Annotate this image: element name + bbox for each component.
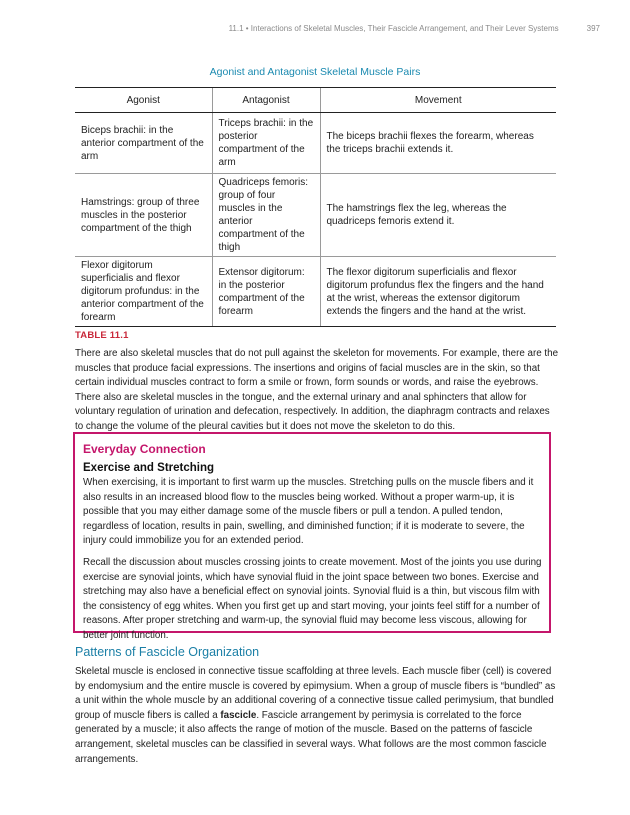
cell-agonist: Flexor digitorum superficialis and flexor digitorum profundus: in the anterior compartment of the forearm (75, 257, 212, 327)
feature-paragraph: When exercising, it is important to first warm up the muscles. Stretching pulls on the muscle fibers and it also results in an increased blood flow to the muscles being worked. Without a proper warm-up, it is possible that you may either damage some of the muscle fibers or pull a tendon. A pulled tendon, regardless of location, results in pain, swelling, and diminished function; if it is moderate to severe, the injury could immobilize you for an extended period. (83, 477, 534, 547)
table-label: TABLE 11.1 (75, 330, 129, 341)
everyday-connection-box (73, 432, 551, 641)
paragraph-text-end: . Fascicle arrangement by perimysia is correlated to the force generated by a muscle; it also affects the range of motion of the muscle. Based on the patterns of fascicle arrangement, skeletal muscles can be classified in several ways. What follows are the most common fascicle arrangements. (75, 709, 547, 765)
body-paragraph: There are also skeletal muscles that do not pull against the skeleton for movements. For example, there are the muscles that produce facial expressions. The insertions and origins of facial muscles are in the skin, so that certain individual muscles contract to form a smile or frown, form sounds or words, and raise the eyebrows. There also are skeletal muscles in the tongue, and the external urinary and anal sphincters that allow for voluntary regulation of urination and defecation, respectively. In addition, the diaphragm contracts and relaxes to change the volume of the pleural cavities but it does not move the skeleton to do this. (75, 348, 559, 432)
muscle-pairs-table (75, 87, 556, 327)
feature-title: Exercise and Stretching (83, 462, 215, 474)
paragraph-text-start: Skeletal muscle is enclosed in connective tissue scaffolding at three levels. Each muscle fiber (cell) is covered by endomysium and the entire muscle is covered by epimysium. When a group of muscle fibers is “bundled” as a unit within the whole muscle by an additional covering of a connective tissue called perimysium, that bundled group of muscle fibers is called a (75, 666, 556, 721)
table-row (75, 257, 556, 327)
table-caption: Agonist and Antagonist Skeletal Muscle Pairs (209, 66, 421, 78)
table-row (75, 174, 556, 257)
table-row (75, 113, 556, 174)
feature-label: Everyday Connection (83, 442, 206, 456)
cell-antagonist: Triceps brachii: in the posterior compartment of the arm (212, 113, 320, 174)
cell-agonist: Hamstrings: group of three muscles in the posterior compartment of the thigh (75, 174, 212, 257)
cell-movement: The flexor digitorum superficialis and flexor digitorum profundus flex the fingers and the hand at the wrist, whereas the extensor digitorum extends the fingers and the hand at the wrist. (320, 257, 556, 327)
section-heading: Patterns of Fascicle Organization (75, 645, 260, 659)
feature-paragraph: Recall the discussion about muscles crossing joints to create movement. Most of the joints you use during exercise are synovial joints, which have synovial fluid in the joint space between two bones. Exercise and stretching may also have a beneficial effect on synovial joints. Synovial fluid is a thin, but viscous film with the consistency of egg whites. When you first get up and start moving, your joints feel stiff for a number of reasons. After proper stretching and warm-up, the synovial fluid may become less viscous, allowing for better joint function. (83, 556, 542, 641)
header-agonist: Agonist (75, 88, 212, 113)
running-head (180, 24, 600, 33)
running-head-title: 11.1 • Interactions of Skeletal Muscles, Their Fascicle Arrangement, and Their Lever Systems (228, 24, 559, 33)
cell-agonist: Biceps brachii: in the anterior compartment of the arm (75, 113, 212, 174)
key-term-fascicle: fascicle (220, 709, 257, 721)
cell-movement: The biceps brachii flexes the forearm, whereas the triceps brachii extends it. (320, 113, 556, 174)
section-paragraph (75, 665, 559, 767)
page-number: 397 (586, 24, 600, 33)
header-antagonist: Antagonist (212, 88, 320, 113)
cell-antagonist: Quadriceps femoris: group of four muscles in the anterior compartment of the thigh (212, 174, 320, 257)
cell-movement: The hamstrings flex the leg, whereas the quadriceps femoris extend it. (320, 174, 556, 257)
table-header-row (75, 88, 556, 113)
header-movement: Movement (320, 88, 556, 113)
cell-antagonist: Extensor digitorum: in the posterior compartment of the forearm (212, 257, 320, 327)
